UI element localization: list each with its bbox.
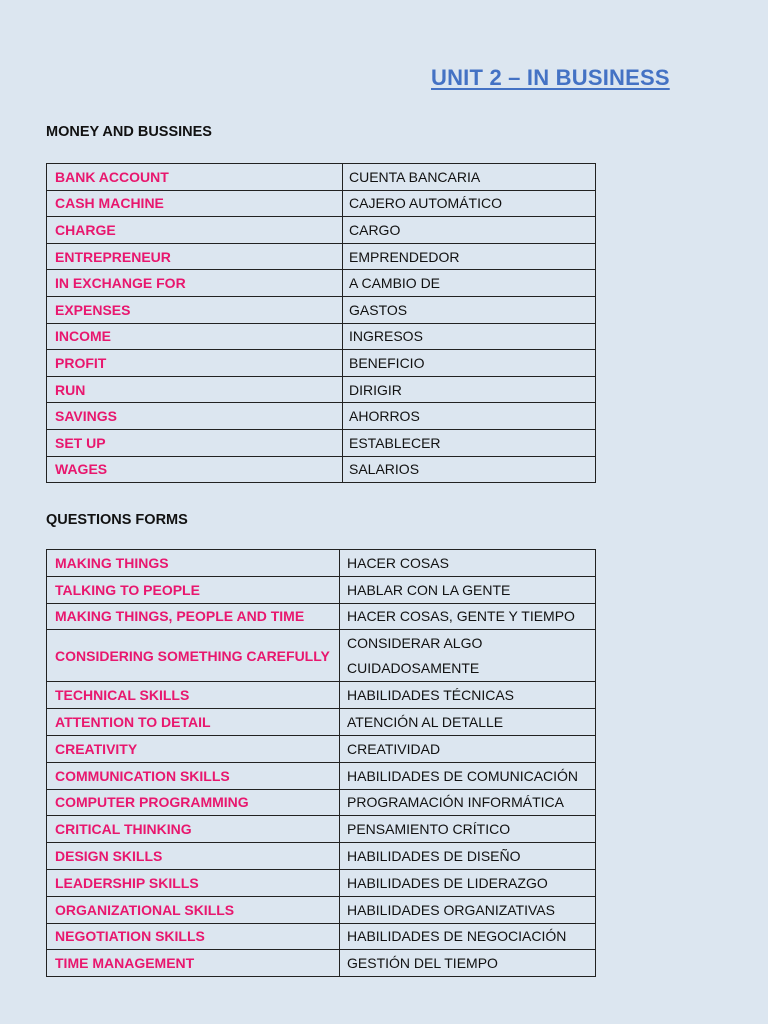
spanish-translation: BENEFICIO <box>343 350 596 377</box>
spanish-translation: GESTIÓN DEL TIEMPO <box>340 950 596 977</box>
spanish-translation: CARGO <box>343 217 596 244</box>
spanish-translation: EMPRENDEDOR <box>343 243 596 270</box>
english-term: RUN <box>47 376 343 403</box>
table-row <box>47 217 596 244</box>
table-row <box>47 896 596 923</box>
english-term: PROFIT <box>47 350 343 377</box>
english-term: BANK ACCOUNT <box>47 164 343 191</box>
table-row <box>47 789 596 816</box>
english-term: ENTREPRENEUR <box>47 243 343 270</box>
english-term: CHARGE <box>47 217 343 244</box>
table-row <box>47 243 596 270</box>
table-row <box>47 403 596 430</box>
spanish-translation: CONSIDERAR ALGO CUIDADOSAMENTE <box>340 630 596 682</box>
english-term: LEADERSHIP SKILLS <box>47 869 340 896</box>
spanish-translation: PENSAMIENTO CRÍTICO <box>340 816 596 843</box>
spanish-translation: HACER COSAS <box>340 550 596 577</box>
table-row <box>47 190 596 217</box>
english-term: DESIGN SKILLS <box>47 843 340 870</box>
english-term: MAKING THINGS, PEOPLE AND TIME <box>47 603 340 630</box>
table-row <box>47 762 596 789</box>
table-row <box>47 923 596 950</box>
english-term: NEGOTIATION SKILLS <box>47 923 340 950</box>
spanish-translation: HABILIDADES ORGANIZATIVAS <box>340 896 596 923</box>
section-heading-questions: QUESTIONS FORMS <box>46 512 188 528</box>
spanish-translation: CREATIVIDAD <box>340 735 596 762</box>
table-row <box>47 682 596 709</box>
english-term: ATTENTION TO DETAIL <box>47 709 340 736</box>
table-row <box>47 709 596 736</box>
spanish-translation: HABILIDADES DE NEGOCIACIÓN <box>340 923 596 950</box>
table-row <box>47 816 596 843</box>
english-term: SET UP <box>47 429 343 456</box>
english-term: COMPUTER PROGRAMMING <box>47 789 340 816</box>
english-term: EXPENSES <box>47 296 343 323</box>
spanish-translation: HABILIDADES TÉCNICAS <box>340 682 596 709</box>
table-row <box>47 376 596 403</box>
spanish-translation: ATENCIÓN AL DETALLE <box>340 709 596 736</box>
spanish-translation: DIRIGIR <box>343 376 596 403</box>
table-row <box>47 869 596 896</box>
section-heading-money: MONEY AND BUSSINES <box>46 124 212 140</box>
table-row <box>47 296 596 323</box>
spanish-translation: HABILIDADES DE COMUNICACIÓN <box>340 762 596 789</box>
english-term: COMMUNICATION SKILLS <box>47 762 340 789</box>
table-row <box>47 456 596 483</box>
english-term: ORGANIZATIONAL SKILLS <box>47 896 340 923</box>
vocab-table-money <box>46 163 596 483</box>
spanish-translation: HABILIDADES DE DISEÑO <box>340 843 596 870</box>
english-term: IN EXCHANGE FOR <box>47 270 343 297</box>
page-title: UNIT 2 – IN BUSINESS <box>431 65 670 90</box>
spanish-translation: ESTABLECER <box>343 429 596 456</box>
table-row <box>47 735 596 762</box>
english-term: SAVINGS <box>47 403 343 430</box>
table-row <box>47 843 596 870</box>
spanish-translation: INGRESOS <box>343 323 596 350</box>
english-term: CREATIVITY <box>47 735 340 762</box>
spanish-translation: CAJERO AUTOMÁTICO <box>343 190 596 217</box>
vocab-table-questions <box>46 549 596 977</box>
table-row <box>47 630 596 682</box>
table-row <box>47 270 596 297</box>
english-term: CRITICAL THINKING <box>47 816 340 843</box>
spanish-translation: HABILIDADES DE LIDERAZGO <box>340 869 596 896</box>
spanish-translation: A CAMBIO DE <box>343 270 596 297</box>
table-row <box>47 323 596 350</box>
english-term: WAGES <box>47 456 343 483</box>
english-term: CASH MACHINE <box>47 190 343 217</box>
english-term: INCOME <box>47 323 343 350</box>
table-row <box>47 950 596 977</box>
english-term: TALKING TO PEOPLE <box>47 576 340 603</box>
english-term: TECHNICAL SKILLS <box>47 682 340 709</box>
spanish-translation: HABLAR CON LA GENTE <box>340 576 596 603</box>
table-row <box>47 164 596 191</box>
table-row <box>47 429 596 456</box>
spanish-translation: GASTOS <box>343 296 596 323</box>
english-term: MAKING THINGS <box>47 550 340 577</box>
table-row <box>47 350 596 377</box>
spanish-translation: AHORROS <box>343 403 596 430</box>
table-row <box>47 576 596 603</box>
table-row <box>47 603 596 630</box>
english-term: TIME MANAGEMENT <box>47 950 340 977</box>
spanish-translation: PROGRAMACIÓN INFORMÁTICA <box>340 789 596 816</box>
spanish-translation: SALARIOS <box>343 456 596 483</box>
spanish-translation: CUENTA BANCARIA <box>343 164 596 191</box>
table-row <box>47 550 596 577</box>
english-term: CONSIDERING SOMETHING CAREFULLY <box>47 630 340 682</box>
spanish-translation: HACER COSAS, GENTE Y TIEMPO <box>340 603 596 630</box>
